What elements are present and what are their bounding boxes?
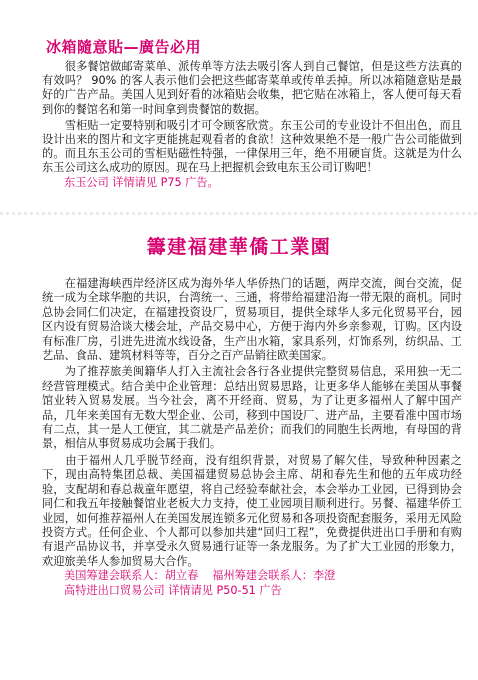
article-paragraph: 由于福州人几乎脱节经商，没有组织背景，对贸易了解欠佳，导致种种因素之下，现由高特集团总裁、美国福建贸易总协会主席、胡和春先生和他的五年成功经验，支配胡和春总裁童年愿望，将自己经验奉献社会，本会举办工业园，已得到协会同仁和我五年接触餐馆业老板大力支持，使工业园项目顺利进行。另餐、福建华侨工业园，如何推荐福州人在美国发展连锁多元化贸易和各项投资配套服务，采用无风险投资方式。任何企业、个人都可以参加共建“回归工程”，免费提供进出口手册和有购有退产品协议书，并享受永久贸易通行证等一条龙服务。为了扩大工业园的形象力，欢迎旅美华人参加贸易大合作。: [42, 453, 462, 568]
article-fridge-magnets: [42, 38, 462, 190]
article-industrial-park: [42, 277, 462, 598]
article-credit: 东玉公司 详情请见 P75 广告。: [64, 175, 219, 189]
article-title: 籌建福建華僑工業園: [146, 236, 332, 258]
contact-fuzhou: 福州筹建会联系人：李澄: [212, 569, 336, 583]
section-divider: [0, 212, 478, 215]
contact-us: 美国筹建会联系人：胡立春: [64, 569, 199, 583]
article-paragraph: 在福建海峡西岸经济区成为海外华人华侨热门的话题，两岸交流，闽台交流，促统一成为全球华胞的共识，台湾统一、三通，将带给福建沿海一带无限的商机。同时总协会同仁们决定，在福建投资设厂，贸易项目，提供全球华人多元化贸易平台，园区内设有贸易洽谈大楼会址，产品交易中心，方便于海内外乡亲参观，订购。区内设有标准厂房，引进先进流水线设备，生产出水箱，家具系列，灯饰系列，纺织品、工艺品、食品、建筑材料等等，百分之百产品销往欧美国家。: [42, 277, 462, 363]
contact-line: [42, 569, 462, 583]
article-paragraph: 很多餐馆做邮寄菜单、派传单等方法去吸引客人到自己餐馆，但是这些方法真的有效吗？ 90% 的客人表示他们会把这些邮寄菜单或传单丢掉。所以冰箱随意贴是最好的广告产品。美国人见到好看的冰箱贴会收集，把它贴在冰箱上，客人便可每天看到你的餐馆名和第一时间拿到贵餐馆的数据。: [42, 60, 462, 116]
article-paragraph: 雪柜贴一定要特别和吸引才可令顾客欣赏。东玉公司的专业设计不但出色，而且设计出来的图片和文字更能挑起观看者的食欲！这种效果绝不是一般广告公司能做到的。而且东玉公司的雪柜贴磁性特强，一律保用三年，绝不用硬盲货。这就是为什么东玉公司这么成功的原因。现在马上把握机会致电东玉公司订购吧！: [42, 118, 462, 175]
article-credit: 高特进出口贸易公司 详情请见 P50-51 广告: [64, 583, 282, 597]
article-paragraph: 为了推荐旅美闽籍华人打入主流社会各行各业提供完整贸易信息，采用独一无二经营管理模式。结合美中企业管理：总结出贸易思路，让更多华人能够在美国从事餐馆业转入贸易发展。当今社会，离不开经商、贸易，为了让更多福州人了解中国产品，几年来美国有无数大型企业、公司，移到中国设厂、进产品，主要看准中国市场有二点，其一是人工便宜，其二就是产品差价；而我们的同胞生长两地，有母国的背景，相信从事贸易成功会属于我们。: [42, 365, 462, 451]
article-title: 冰箱隨意貼—廣告必用: [46, 38, 202, 56]
